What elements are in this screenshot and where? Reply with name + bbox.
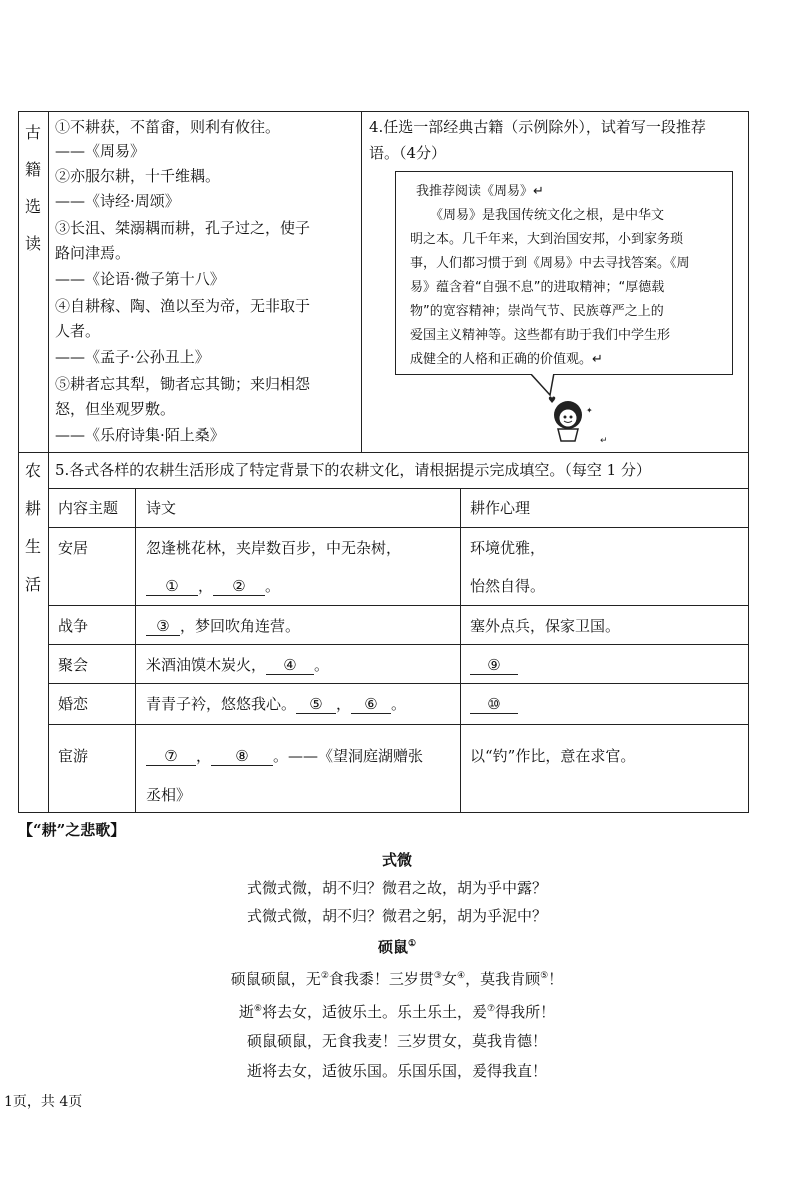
side-char: 读 bbox=[24, 234, 41, 253]
divider-row-3 bbox=[48, 683, 749, 684]
row-psych: 塞外点兵，保家卫国。 bbox=[470, 617, 621, 635]
divider-top-middle bbox=[361, 111, 362, 452]
divider-row-4 bbox=[48, 724, 749, 725]
side-char: 农 bbox=[24, 461, 41, 480]
row-poem: ⑦ ， ⑧ 。——《望洞庭湖赠张 bbox=[146, 744, 423, 768]
svg-text:↵: ↵ bbox=[600, 436, 608, 446]
divider-sections bbox=[18, 452, 749, 453]
row-theme: 战争 bbox=[58, 617, 89, 635]
row-psych bbox=[470, 692, 518, 716]
side-char: 活 bbox=[24, 575, 41, 594]
quote-4: ④自耕稼、陶、渔以至为帝，无非取于 bbox=[55, 297, 311, 315]
example-line: 我推荐阅读《周易》↵ bbox=[416, 184, 544, 199]
divider-header bbox=[48, 488, 749, 489]
poem-line: 逝将去女，适彼乐国。乐国乐国，爰得我直！ bbox=[246, 1062, 547, 1080]
example-recommendation-bubble bbox=[395, 171, 733, 375]
divider-side-label bbox=[48, 111, 49, 813]
quote-source: ——《周易》 bbox=[55, 142, 146, 160]
divider-col-1 bbox=[135, 488, 136, 813]
header-poem: 诗文 bbox=[146, 499, 177, 517]
row-psych: 以“钓”作比，意在求官。 bbox=[470, 747, 636, 765]
row-poem-cont: 丞相》 bbox=[146, 786, 192, 804]
quote-5: ⑤耕者忘其犁，锄者忘其锄；来归相怨 bbox=[55, 375, 311, 393]
row-poem: ③ ，梦回吹角连营。 bbox=[146, 614, 300, 638]
row-poem: 米酒油馍木炭火， ④ 。 bbox=[146, 656, 330, 674]
poem-line: 逝⑥将去女，适彼乐土。乐土乐土，爰⑦得我所！ bbox=[238, 1003, 556, 1021]
header-psychology: 耕作心理 bbox=[470, 499, 531, 517]
example-line: 事，人们都习惯于到《周易》中去寻找答案。《周 bbox=[410, 256, 690, 271]
poem-line: 硕鼠硕鼠，无食我麦！三岁贯女，莫我肯德！ bbox=[246, 1032, 547, 1050]
answer-blank-3[interactable]: ③ bbox=[146, 617, 180, 636]
row-theme: 宦游 bbox=[58, 747, 89, 765]
page-footer: 1页，共 4页 bbox=[4, 1094, 83, 1110]
example-line: 爱国主义精神等。这些都有助于我们中学生形 bbox=[410, 328, 671, 343]
row-psych: 环境优雅， bbox=[470, 539, 546, 557]
poem-title: 硕鼠① bbox=[377, 938, 417, 956]
divider-col-2 bbox=[460, 488, 461, 813]
side-char: 籍 bbox=[24, 160, 41, 179]
quote-2: ②亦服尔耕，十千维耦。 bbox=[55, 167, 221, 185]
quote-source: ——《论语·微子第十八》 bbox=[55, 270, 225, 288]
example-line: 明之本。几千年来，大到治国安邦，小到家务琐 bbox=[410, 232, 684, 247]
answer-blank-7[interactable]: ⑦ bbox=[146, 747, 196, 766]
example-line: 《周易》是我国传统文化之根，是中华文 bbox=[430, 208, 665, 223]
row-theme: 安居 bbox=[58, 539, 89, 557]
question-5: 5.各式各样的农耕生活形成了特定背景下的农耕文化，请根据提示完成填空。（每空 1 分） bbox=[55, 461, 651, 479]
answer-blank-6[interactable]: ⑥ bbox=[351, 695, 391, 714]
side-char: 耕 bbox=[24, 499, 41, 518]
example-line: 物”的宽容精神；崇尚气节、民族尊严之上的 bbox=[410, 304, 664, 319]
header-theme: 内容主题 bbox=[58, 499, 119, 517]
quote-source: ——《孟子·公孙丑上》 bbox=[55, 348, 210, 366]
answer-blank-5[interactable]: ⑤ bbox=[296, 695, 336, 714]
row-psych bbox=[470, 653, 518, 677]
poem-line: 式微式微，胡不归？微君之故，胡为乎中露？ bbox=[246, 879, 547, 897]
cartoon-girl-icon bbox=[520, 373, 630, 449]
answer-blank-9[interactable]: ⑨ bbox=[470, 656, 518, 675]
svg-text:✦: ✦ bbox=[586, 406, 593, 415]
row-theme: 婚恋 bbox=[58, 695, 89, 713]
answer-blank-2[interactable]: ② bbox=[213, 577, 265, 596]
answer-blank-10[interactable]: ⑩ bbox=[470, 695, 518, 714]
answer-blank-8[interactable]: ⑧ bbox=[211, 747, 273, 766]
section-heading: 【“耕”之悲歌】 bbox=[18, 821, 126, 839]
quote-5-cont: 怒，但坐观罗敷。 bbox=[55, 400, 176, 418]
svg-text:♥: ♥ bbox=[548, 396, 557, 406]
question-4-line: 语。（4分） bbox=[369, 144, 447, 162]
quote-source: ——《诗经·周颂》 bbox=[55, 192, 180, 210]
row-poem: 青青子衿，悠悠我心。 ⑤ ， ⑥ 。 bbox=[146, 695, 407, 713]
row-psych: 怡然自得。 bbox=[470, 577, 546, 595]
quote-source: ——《乐府诗集·陌上桑》 bbox=[55, 426, 225, 444]
side-char: 生 bbox=[24, 537, 41, 556]
poem-line: 式微式微，胡不归？微君之躬，胡为乎泥中？ bbox=[246, 907, 547, 925]
poem-line: 硕鼠硕鼠，无②食我黍！三岁贯③女④，莫我肯顾⑤！ bbox=[230, 970, 564, 988]
quote-4-cont: 人者。 bbox=[55, 322, 101, 340]
divider-row-header bbox=[48, 527, 749, 528]
quote-3: ③长沮、桀溺耦而耕，孔子过之，使子 bbox=[55, 219, 311, 237]
quote-3-cont: 路问津焉。 bbox=[55, 244, 131, 262]
side-char: 选 bbox=[24, 197, 41, 216]
row-poem: 忽逢桃花林，夹岸数百步，中无杂树， bbox=[146, 539, 402, 557]
answer-blank-4[interactable]: ④ bbox=[266, 656, 314, 675]
example-line: 易》蕴含着“自强不息”的进取精神；“厚德载 bbox=[410, 280, 665, 295]
quote-1: ①不耕获，不菑畬，则利有攸往。 bbox=[55, 118, 281, 136]
question-4-line: 4.任选一部经典古籍（示例除外），试着写一段推荐 bbox=[369, 118, 706, 136]
divider-row-1 bbox=[48, 605, 749, 606]
row-theme: 聚会 bbox=[58, 656, 89, 674]
row-poem-blanks: ① ， ② 。 bbox=[146, 574, 280, 598]
poem-title: 式微 bbox=[381, 851, 412, 869]
divider-row-2 bbox=[48, 644, 749, 645]
example-line: 成健全的人格和正确的价值观。↵ bbox=[410, 352, 603, 367]
answer-blank-1[interactable]: ① bbox=[146, 577, 198, 596]
side-char: 古 bbox=[24, 123, 41, 142]
